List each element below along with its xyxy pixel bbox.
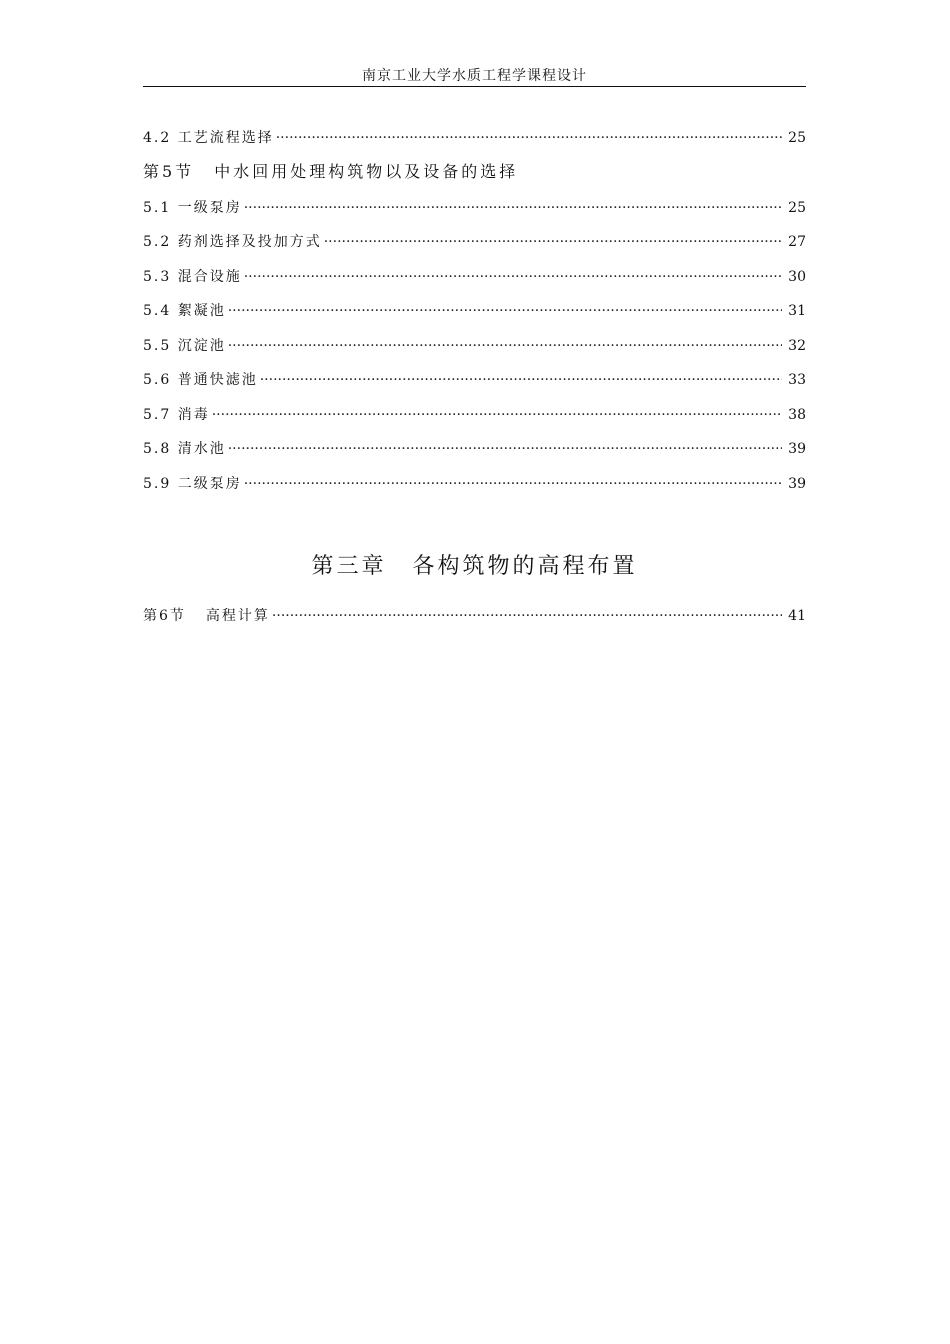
toc-entry-page: 25 <box>788 130 806 146</box>
toc-leader-dots <box>324 232 782 252</box>
toc-entry-5-6[interactable] <box>143 370 806 390</box>
page-header-title: 南京工业大学水质工程学课程设计 <box>362 68 587 84</box>
toc-leader-dots <box>276 128 782 148</box>
chapter-title: 各构筑物的高程布置 <box>412 554 638 579</box>
toc-entry-5-4[interactable] <box>143 301 806 321</box>
toc-leader-dots <box>228 301 782 321</box>
section-label: 第6节 <box>143 608 186 624</box>
toc-entry-title: 5.8 清水池 <box>143 441 226 457</box>
toc-entry-section-6[interactable] <box>143 606 806 626</box>
header-rule <box>143 86 806 87</box>
toc-entry-page: 31 <box>788 303 806 319</box>
toc-entry-5-3[interactable] <box>143 267 806 287</box>
toc-entry-page: 39 <box>788 441 806 457</box>
toc-entry-4-2[interactable] <box>143 128 806 148</box>
toc-entry-5-9[interactable] <box>143 474 806 494</box>
toc-entry-page: 39 <box>788 476 806 492</box>
toc-entry-title: 5.5 沉淀池 <box>143 338 226 354</box>
toc-entry-5-1[interactable] <box>143 198 806 218</box>
chapter-label: 第三章 <box>311 554 387 579</box>
toc-leader-dots <box>260 370 782 390</box>
section-title: 高程计算 <box>205 608 270 624</box>
toc-entry-title: 5.4 絮凝池 <box>143 303 226 319</box>
toc-entry-title: 5.1 一级泵房 <box>143 200 242 216</box>
toc-entry-title: 5.6 普通快滤池 <box>143 372 258 388</box>
toc-entry-page: 41 <box>788 608 806 624</box>
toc-entry-page: 32 <box>788 338 806 354</box>
toc-entry-title: 5.9 二级泵房 <box>143 476 242 492</box>
toc-entry-page: 27 <box>788 234 806 250</box>
section-label: 第5节 <box>143 162 195 181</box>
toc-entry-5-5[interactable] <box>143 336 806 356</box>
section-5-heading[interactable] <box>143 161 518 183</box>
section-title: 中水回用处理构筑物以及设备的选择 <box>214 162 519 181</box>
toc-entry-5-2[interactable] <box>143 232 806 252</box>
toc-leader-dots <box>244 474 782 494</box>
toc-entry-title <box>143 606 270 626</box>
toc-entry-page: 38 <box>788 407 806 423</box>
toc-leader-dots <box>244 198 782 218</box>
toc-leader-dots <box>228 336 782 356</box>
toc-leader-dots <box>272 606 782 626</box>
toc-entry-title: 5.7 消毒 <box>143 407 210 423</box>
toc-leader-dots <box>212 405 782 425</box>
toc-entry-5-8[interactable] <box>143 439 806 459</box>
toc-leader-dots <box>244 267 782 287</box>
toc-entry-page: 33 <box>788 372 806 388</box>
toc-entry-title: 5.2 药剂选择及投加方式 <box>143 234 322 250</box>
toc-entry-page: 25 <box>788 200 806 216</box>
toc-entry-page: 30 <box>788 269 806 285</box>
toc-entry-title: 4.2 工艺流程选择 <box>143 130 274 146</box>
toc-entry-5-7[interactable] <box>143 405 806 425</box>
toc-leader-dots <box>228 439 782 459</box>
toc-entry-title: 5.3 混合设施 <box>143 269 242 285</box>
chapter-3-heading[interactable] <box>143 552 806 582</box>
